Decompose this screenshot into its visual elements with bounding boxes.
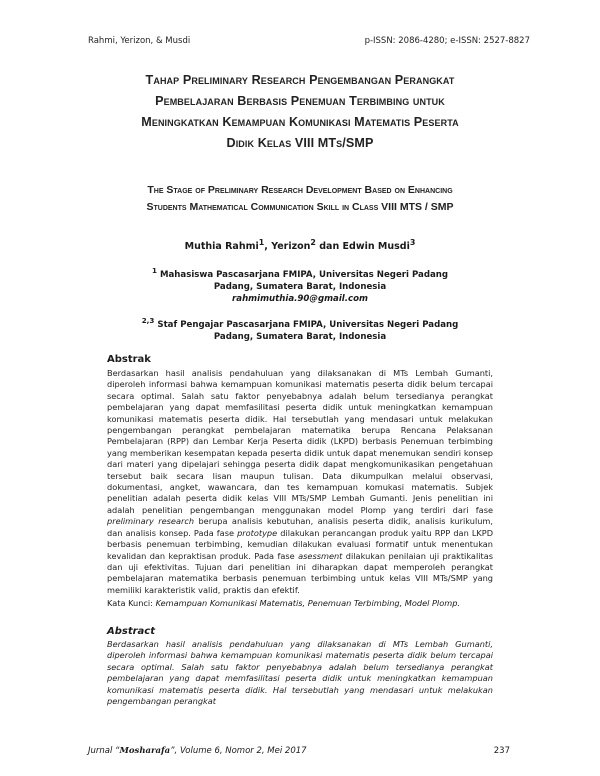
author-separator: dan [315,241,343,253]
affiliation-institution: Mahasiswa Pascasarjana FMIPA, Universitas Negeri Padang [159,269,449,280]
affiliation-superscript: 2,3 [141,316,155,325]
author-superscript: 2 [310,238,316,247]
author-superscript: 3 [409,238,416,247]
keywords-list: Kemampuan Komunikasi Matematis, Penemuan Terbimbing, Model Plomp. [155,598,460,608]
title-en-line: The Stage of Preliminary Research Development Based on Enhancing [147,184,453,196]
paper-title-indonesian [70,70,530,154]
author-email: rahmimuthia.90@gmail.com [232,293,368,304]
abstract-body [107,639,493,707]
author-list [0,238,600,252]
abstract-text: Berdasarkan hasil analisis pendahuluan yang dilaksanakan di MTs Lembah Gumanti, diperoleh informasi bahwa kemampuan komunikasi matematis peserta didik belum tercapai secara optimal. Salah satu faktor penyebabnya adalah belum tersedianya perangkat pembelajaran yang dapat memfasilitasi peserta didik untuk meningkatkan kemampuan komunikasi matematis peserta didik. Hal tersebutlah yang mendasari untuk melakukan pengembangan perangkat [107,639,493,707]
keywords [107,598,497,608]
title-id-line: Didik Kelas VIII MTs/SMP [226,136,374,150]
page-footer [88,746,510,756]
abstrak-italic-term: prototype [237,527,278,538]
affiliation-2 [0,315,600,343]
abstrak-italic-term: asessment [298,550,343,561]
abstrak-text: Berdasarkan hasil analisis pendahuluan yang dilaksanakan di MTs Lembah Gumanti, diperoleh informasi bahwa kemampuan komunikasi matematis peserta didik belum tercapai secara optimal. Salah satu faktor penyebabnya adalah belum tersedianya perangkat pembelajaran yang dapat memfasilitasi peserta didik untuk meningkatkan kemampuan komunikasi matematis peserta didik. Hal tersebutlah yang mendasari untuk melakukan pengembangan perangkat pembelajaran matematika berupa Rencana Pelaksanan Pembelajaran (RPP) dan Lembar Kerja Peserta didik (LKPD) berbasis Penemuan terbimbing yang memberikan kesempatan kepada peserta didik untuk dapat menemukan sendiri konsep dari materi yang dipelajari sehingga peserta didik dapat mengkomunikasikan pengetahuan tersebut baik secara lisan maupun tulisan. Data dikumpulkan melalui observasi, dokumentasi, angket, wawancara, dan tes kemampuan komukasi matematis. Subjek penelitian adalah peserta didik kelas VIII MTs/SMP Lembah Gumanti. Jenis penelitian ini adalah penelitian pengembangan menggunakan model Plomp yang terdiri dari fase [107,368,493,515]
abstrak-italic-term: preliminary research [107,516,195,527]
footer-journal [88,746,307,756]
author-separator: , [264,241,272,253]
author-name: Muthia Rahmi [184,241,259,253]
author-name: Edwin Musdi [342,241,410,253]
affiliation-location: Padang, Sumatera Barat, Indonesia [213,331,387,342]
abstrak-text: dilakukan perancangan produk yaitu RPP dan LKPD berbasis penemuan terbimbing, kemudian dilakukan evaluasi formatif untuk menentukan kevalidan dan kepraktisan produk. Pada fase [107,527,493,561]
abstrak-heading: Abstrak [107,354,151,365]
affiliation-1 [0,265,600,305]
title-id-line: Tahap Preliminary Research Pengembangan Perangkat [145,73,455,87]
affiliation-location: Padang, Sumatera Barat, Indonesia [213,281,387,292]
running-header [88,36,530,46]
keywords-label: Kata Kunci: [107,598,156,608]
journal-name: Mosharafa [119,746,171,756]
header-authors: Rahmi, Yerizon, & Musdi [88,36,191,46]
abstrak-text: dilakukan penilaian uji praktikalitas dan uji efektivitas. Tujuan dari penelitian ini diharapkan dapat memperoleh perangkat pembelajaran matematika berbasis penemuan terbimbing untuk kelas VIII MTs/SMP yang memiliki karakteristik valid, praktis dan efektif. [107,550,493,595]
abstrak-body [107,368,493,596]
title-id-line: Pembelajaran Berbasis Penemuan Terbimbing untuk [155,94,445,108]
title-en-line: Students Mathematical Communication Skill in Class VIII MTS / SMP [146,201,454,213]
footer-issue: ”, Volume 6, Nomor 2, Mei 2017 [170,746,307,756]
abstrak-text: berupa analisis kebutuhan, analisis peserta didik, analisis kurikulum, dan analisis konsep. Pada fase [107,516,494,538]
affiliation-institution: Staf Pengajar Pascasarjana FMIPA, Universitas Negeri Padang [157,319,459,330]
abstract-heading: Abstract [107,626,156,637]
author-superscript: 1 [258,238,265,247]
title-id-line: Meningkatkan Kemampuan Komunikasi Matematis Peserta [141,115,459,129]
header-issn: p-ISSN: 2086-4280; e-ISSN: 2527-8827 [364,36,530,46]
paper-title-english [75,182,525,216]
author-name: Yerizon [271,241,311,253]
page-number: 237 [493,746,510,756]
affiliation-superscript: 1 [151,266,157,275]
footer-prefix: Jurnal “ [88,746,120,756]
